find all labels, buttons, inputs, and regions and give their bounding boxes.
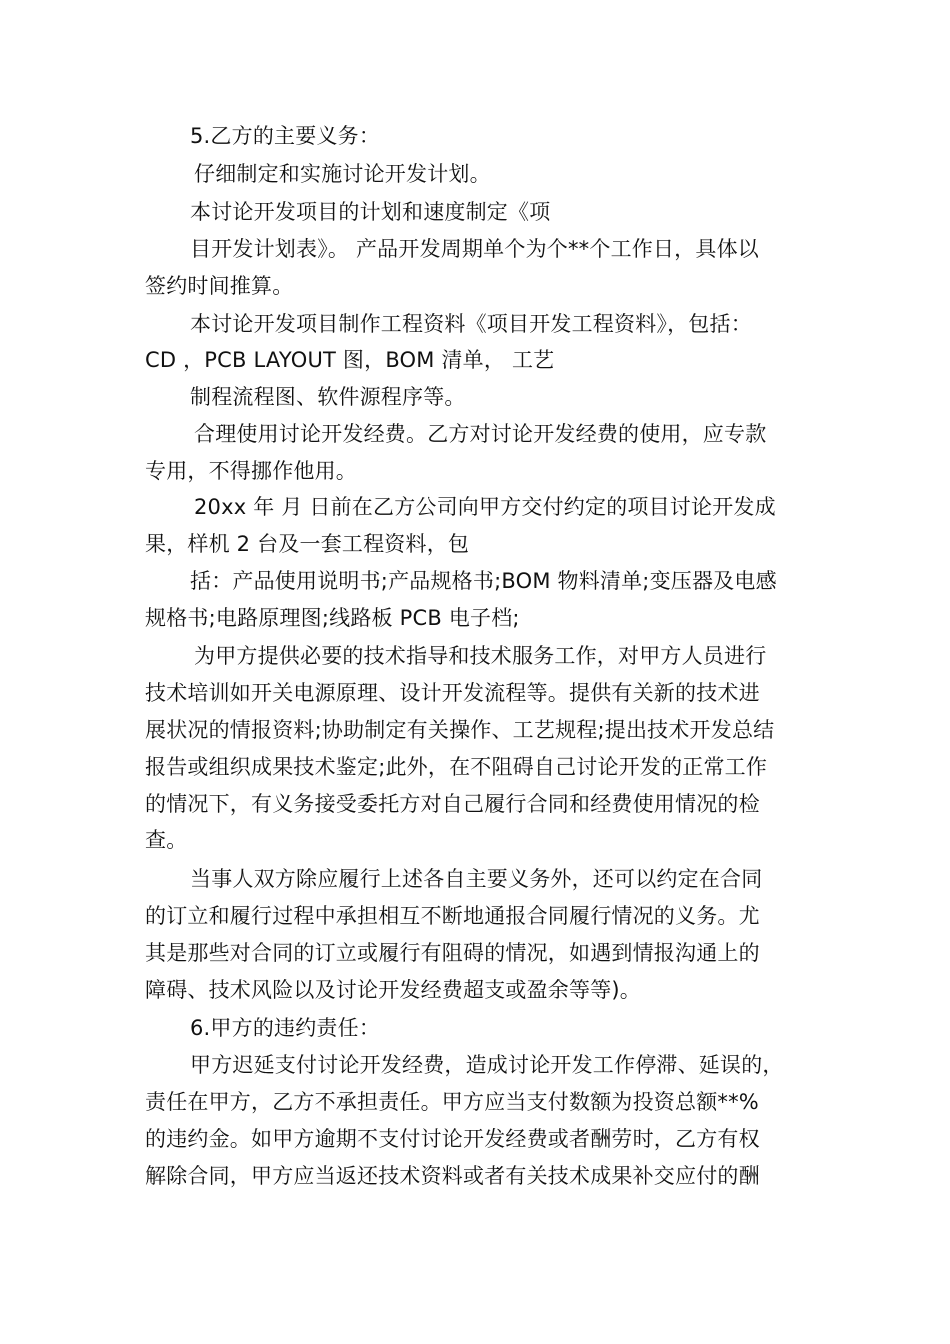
- paragraph-line: 本讨论开发项目的计划和速度制定《项: [190, 200, 551, 224]
- paragraph-line: 的违约金。如甲方逾期不支付讨论开发经费或者酬劳时，乙方有权: [145, 1127, 760, 1151]
- paragraph-line: 20xx 年 月 日前在乙方公司向甲方交付约定的项目讨论开发成: [194, 495, 776, 519]
- paragraph-line: 查。: [145, 828, 188, 852]
- paragraph-line: 甲方迟延支付讨论开发经费，造成讨论开发工作停滞、延误的，: [190, 1053, 784, 1077]
- paragraph-line: 合理使用讨论开发经费。乙方对讨论开发经费的使用，应专款: [194, 422, 767, 446]
- paragraph-line: 责任在甲方，乙方不承担责任。甲方应当支付数额为投资总额**%: [145, 1090, 759, 1114]
- paragraph-line: 展状况的情报资料;协助制定有关操作、工艺规程;提出技术开发总结: [145, 718, 775, 742]
- paragraph-line: 规格书;电路原理图;线路板 PCB 电子档;: [145, 606, 520, 630]
- section-heading-5: 5.乙方的主要义务：: [190, 124, 381, 148]
- paragraph-line: 仔细制定和实施讨论开发计划。: [194, 162, 491, 186]
- paragraph-line: CD ，PCB LAYOUT 图，BOM 清单， 工艺: [145, 348, 555, 372]
- paragraph-line: 制程流程图、软件源程序等。: [190, 385, 466, 409]
- paragraph-line: 括：产品使用说明书;产品规格书;BOM 物料清单;变压器及电感: [190, 569, 777, 593]
- paragraph-line: 专用，不得挪作他用。: [145, 459, 357, 483]
- paragraph-line: 障碍、技术风险以及讨论开发经费超支或盈余等等)。: [145, 978, 641, 1002]
- paragraph-line: 的订立和履行过程中承担相互不断地通报合同履行情况的义务。尤: [145, 904, 760, 928]
- paragraph-line: 目开发计划表》。 产品开发周期单个为个**个工作日，具体以: [190, 237, 759, 261]
- paragraph-line: 技术培训如开关电源原理、设计开发流程等。提供有关新的技术进: [145, 681, 760, 705]
- paragraph-line: 当事人双方除应履行上述各自主要义务外，还可以约定在合同: [190, 867, 763, 891]
- paragraph-line: 本讨论开发项目制作工程资料《项目开发工程资料》，包括：: [190, 312, 752, 336]
- section-heading-6: 6.甲方的违约责任：: [190, 1016, 381, 1040]
- paragraph-line: 报告或组织成果技术鉴定;此外，在不阻碍自己讨论开发的正常工作: [145, 755, 768, 779]
- paragraph-line: 签约时间推算。: [145, 274, 294, 298]
- paragraph-line: 为甲方提供必要的技术指导和技术服务工作，对甲方人员进行: [194, 644, 767, 668]
- paragraph-line: 其是那些对合同的订立或履行有阻碍的情况，如遇到情报沟通上的: [145, 941, 760, 965]
- paragraph-line: 果，样机 2 台及一套工程资料，包: [145, 532, 470, 556]
- paragraph-line: 的情况下，有义务接受委托方对自己履行合同和经费使用情况的检: [145, 792, 760, 816]
- paragraph-line: 解除合同，甲方应当返还技术资料或者有关技术成果补交应付的酬: [145, 1164, 760, 1188]
